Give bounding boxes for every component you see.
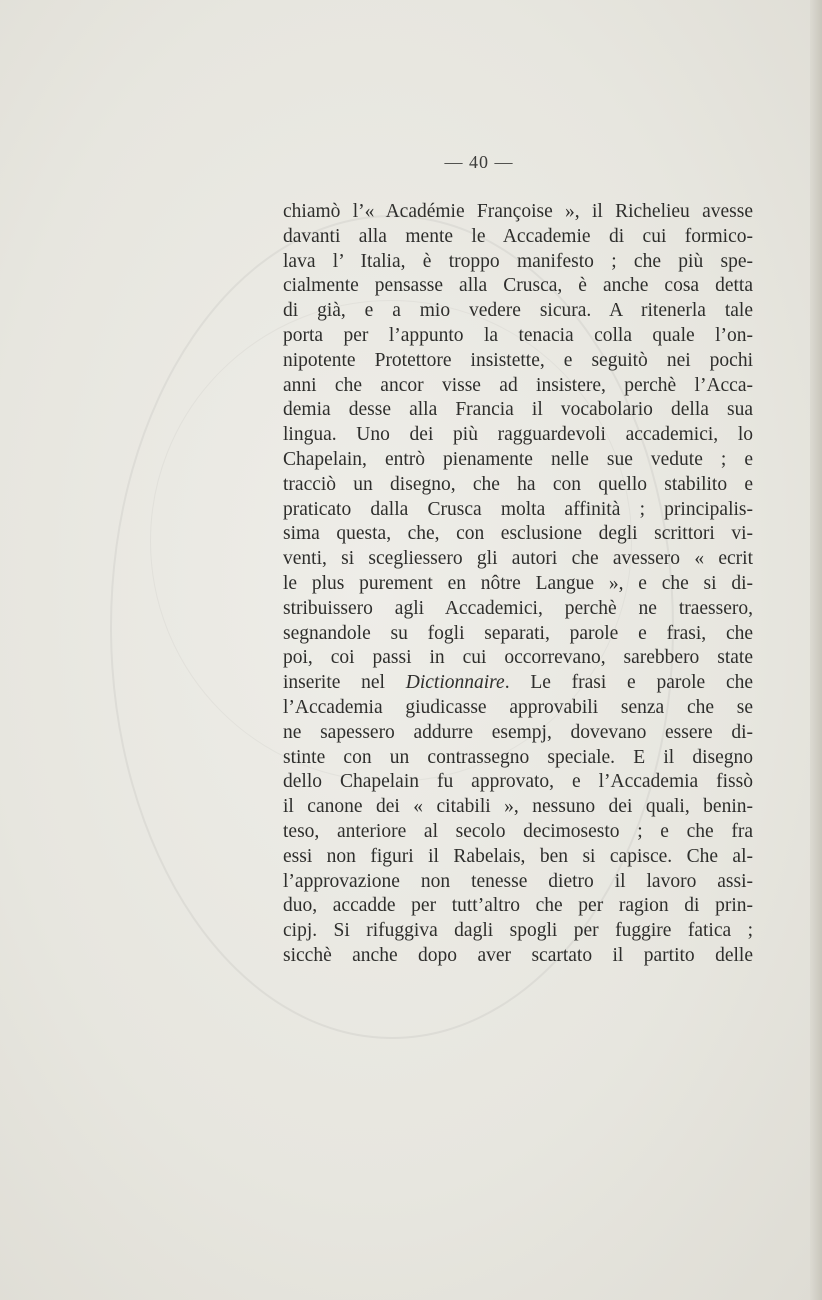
- italic-title: Dictionnaire: [405, 672, 505, 694]
- text-line: stribuissero agli Accademici, perchè ne traessero,: [283, 597, 753, 619]
- text-line: anni che ancor visse ad insistere, perchè l’Acca-: [283, 374, 753, 396]
- text-line: dello Chapelain fu approvato, e l’Accademia fissò: [283, 771, 753, 793]
- text-line: duo, accadde per tutt’altro che per ragion di prin-: [283, 895, 753, 917]
- text-line: praticato dalla Crusca molta affinità ; principalis-: [283, 498, 753, 520]
- text-line: l’Accademia giudicasse approvabili senza che se: [283, 696, 753, 718]
- text-line: cialmente pensasse alla Crusca, è anche cosa detta: [283, 275, 753, 297]
- text-line: poi, coi passi in cui occorrevano, sarebbero state: [283, 647, 753, 669]
- text-line: demia desse alla Francia il vocabolario della sua: [283, 399, 753, 421]
- text-line: di già, e a mio vedere sicura. A ritenerla tale: [283, 300, 753, 322]
- text-line: sicchè anche dopo aver scartato il partito delle: [283, 944, 753, 966]
- text-line: porta per l’appunto la tenacia colla quale l’on-: [283, 324, 753, 346]
- text-line: le plus purement en nôtre Langue », e che si di-: [283, 572, 753, 594]
- text-line: teso, anteriore al secolo decimosesto ; e che fra: [283, 820, 753, 842]
- text-line: ne sapessero addurre esempj, dovevano essere di-: [283, 721, 753, 743]
- text-line: venti, si scegliessero gli autori che avessero « ecrit: [283, 548, 753, 570]
- text-line: cipj. Si rifuggiva dagli spogli per fuggire fatica ;: [283, 920, 753, 942]
- page-number: — 40 —: [444, 152, 514, 172]
- text-segment: inserite nel: [283, 672, 406, 694]
- text-line-with-italic: [283, 671, 753, 696]
- text-line: il canone dei « citabili », nessuno dei quali, benin-: [283, 796, 753, 818]
- text-line: nipotente Protettore insistette, e seguitò nei pochi: [283, 349, 753, 371]
- text-line: lava l’ Italia, è troppo manifesto ; che più spe-: [283, 250, 753, 272]
- text-line: davanti alla mente le Accademie di cui formico-: [283, 225, 753, 247]
- text-line: segnandole su fogli separati, parole e frasi, che: [283, 622, 753, 644]
- text-line: sima questa, che, con esclusione degli scrittori vi-: [283, 523, 753, 545]
- text-line: tracciò un disegno, che ha con quello stabilito e: [283, 473, 753, 495]
- text-line: stinte con un contrassegno speciale. E il disegno: [283, 746, 753, 768]
- text-line: chiamò l’« Académie Françoise », il Richelieu avesse: [283, 201, 753, 222]
- page-edge-shadow: [810, 0, 822, 1300]
- body-text: [283, 200, 753, 969]
- text-segment: . Le frasi e parole che: [504, 672, 754, 694]
- text-line: Chapelain, entrò pienamente nelle sue vedute ; e: [283, 448, 753, 470]
- text-line: essi non figuri il Rabelais, ben si capisce. Che al-: [283, 845, 753, 867]
- text-line: lingua. Uno dei più ragguardevoli accademici, lo: [283, 424, 753, 446]
- text-line: l’approvazione non tenesse dietro il lavoro assi-: [283, 870, 753, 892]
